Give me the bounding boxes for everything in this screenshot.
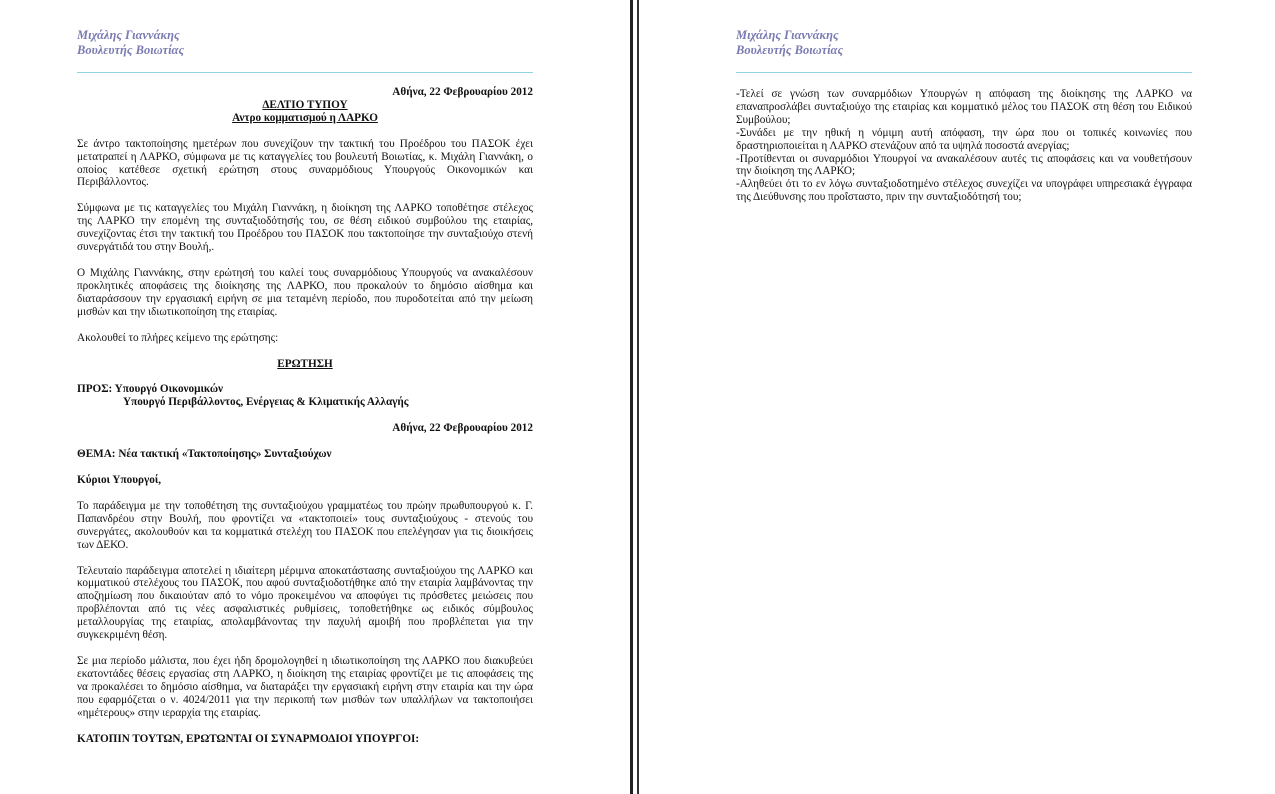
document-body — [736, 88, 1192, 204]
paragraph: Σε άντρο τακτοποίησης ημετέρων που συνεχίζουν την τακτική του Προέδρου του ΠΑΣΟΚ έχει μετατραπεί η ΛΑΡΚΟ, σύμφωνα με τις καταγγελίες του βουλευτή Βοιωτίας, κ. Μιχάλη Γιαννάκη, ο οποίος κατέθεσε σχετική ερώτηση στους συναρμόδιους Υπουργούς Οικονομικών και Περιβάλλοντος. — [77, 137, 533, 189]
salutation: Κύριοι Υπουργοί, — [77, 474, 162, 487]
document-page-left — [0, 0, 630, 794]
recipient-line: Υπουργό Περιβάλλοντος, Ενέργειας & Κλιματικής Αλλαγής — [123, 396, 409, 409]
recipient-line: ΠΡΟΣ: Υπουργό Οικονομικών — [77, 383, 223, 396]
paragraph: Ακολουθεί το πλήρες κείμενο της ερώτησης: — [77, 331, 279, 344]
header-name: Μιχάλης Γιαννάκης — [736, 28, 839, 42]
question-item: -Τελεί σε γνώση των συναρμόδιων Υπουργών η απόφαση της διοίκησης της ΛΑΡΚΟ να επαναπροσλάβει συνταξιούχο της εταιρίας και κομματικό μέλος του ΠΑΣΟΚ στη θέση του Ειδικού Συμβούλου; — [736, 88, 1192, 126]
question-title: ΕΡΩΤΗΣΗ — [277, 357, 333, 370]
question-item: -Συνάδει με την ηθική η νόμιμη αυτή απόφαση, την ώρα που οι τοπικές κοινωνίες που δραστηριοποιείται η ΛΑΡΚΟ στενάζουν από τα υψηλά ποσοστά ανεργίας; — [736, 126, 1192, 152]
date-line: Αθήνα, 22 Φεβρουαρίου 2012 — [392, 86, 533, 98]
subject-line: ΘΕΜΑ: Νέα τακτική «Τακτοποίησης» Συνταξιούχων — [77, 448, 332, 461]
press-release-subtitle: Αντρο κομματισμού η ΛΑΡΚΟ — [232, 111, 378, 124]
question-item: -Προτίθενται οι συναρμόδιοι Υπουργοί να ανακαλέσουν αυτές τις αποφάσεις και να νουθετήσουν την διοίκηση της ΛΑΡΚΟ; — [736, 152, 1192, 178]
header-title: Βουλευτής Βοιωτίας — [77, 43, 185, 57]
date-line: Αθήνα, 22 Φεβρουαρίου 2012 — [392, 422, 533, 435]
header-title: Βουλευτής Βοιωτίας — [736, 43, 844, 57]
page-header — [736, 28, 843, 58]
closing-line: ΚΑΤΟΠΙΝ ΤΟΥΤΩΝ, ΕΡΩΤΩΝΤΑΙ ΟΙ ΣΥΝΑΡΜΟΔΙΟΙ ΥΠΟΥΡΓΟΙ: — [77, 732, 420, 745]
paragraph: Το παράδειγμα με την τοποθέτηση της συνταξιούχου γραμματέως του πρώην πρωθυπουργού κ. Γ. Παπανδρέου στην Βουλή, που φροντίζει να «τακτοποιεί» τους συνταξιούχους - στενούς του συνεργάτες, ακολουθούν και τα κομματικά στελέχη του ΠΑΣΟΚ που επελέγησαν για τις διοικήσεις των ΔΕΚΟ. — [77, 499, 533, 551]
paragraph: Σε μια περίοδο μάλιστα, που έχει ήδη δρομολογηθεί η ιδιωτικοποίηση της ΛΑΡΚΟ που διακυβεύει εκατοντάδες θέσεις εργασίας στη ΛΑΡΚΟ, η διοίκηση της εταιρίας φροντίζει με τις αποφάσεις της να προκαλέσει το δημόσιο αίσθημα, να διαταράξει την εργασιακή ειρήνη στην εταιρία και την ώρα που εφαρμόζεται ο ν. 4024/2011 για την περικοπή των μισθών των υπαλλήλων να τακτοποιήσει «ημέτερους» στην ιεραρχία της εταιρίας. — [77, 655, 533, 719]
press-release-title: ΔΕΛΤΙΟ ΤΥΠΟΥ — [262, 98, 348, 111]
header-divider — [77, 72, 533, 73]
header-name: Μιχάλης Γιαννάκης — [77, 28, 180, 42]
header-divider — [736, 72, 1192, 73]
document-page-right — [639, 0, 1275, 794]
paragraph: Σύμφωνα με τις καταγγελίες του Μιχάλη Γιαννάκη, η διοίκηση της ΛΑΡΚΟ τοποθέτησε στέλεχος της ΛΑΡΚΟ την επομένη της συνταξιοδότησής του, σε θέση ειδικού συμβούλου της εταιρίας, συνεχίζοντας έτσι την τακτική του Προέδρου του ΠΑΣΟΚ που τακτοποίησε την συνταξιούχο στενή συνεργάτιδά του στην Βουλή,. — [77, 202, 533, 254]
paragraph: Ο Μιχάλης Γιαννάκης, στην ερώτησή του καλεί τους συναρμόδιους Υπουργούς να ανακαλέσουν προκλητικές αποφάσεις της διοίκησης της ΛΑΡΚΟ, που προκαλούν το δημόσιο αίσθημα και διαταράσσουν την εργασιακή ειρήνη σε μια τεταμένη περίοδο, που πυροδοτείται από την μείωση μισθών και την ιδιωτικοποίηση της εταιρίας. — [77, 266, 533, 318]
paragraph: Τελευταίο παράδειγμα αποτελεί η ιδιαίτερη μέριμνα αποκατάστασης συνταξιούχου της ΛΑΡΚΟ και κομματικού στελέχους του ΠΑΣΟΚ, που αφού συνταξιοδοτήθηκε από την εταιρία λαμβάνοντας την αποζημίωση που δικαιούταν από το νόμο προκειμένου να αποφύγει τις πρόσθετες μειώσεις που προβλέπονται από τις νέες ασφαλιστικές ρυθμίσεις, τοποθετήθηκε ως ειδικός σύμβουλος μεταλλουργίας της εταιρίας, απολαμβάνοντας την παχυλή αμοιβή που προβλέπεται για την συγκεκριμένη θέση. — [77, 564, 533, 642]
question-item: -Αληθεύει ότι το εν λόγω συνταξιοδοτημένο στέλεχος συνεχίζει να υπογράφει υπηρεσιακά έγγραφα της Διεύθυνσης που προΐσταστο, πριν την συνταξιοδότησή του; — [736, 178, 1192, 204]
document-body — [77, 86, 533, 745]
page-header — [77, 28, 184, 58]
page-divider — [630, 0, 639, 794]
